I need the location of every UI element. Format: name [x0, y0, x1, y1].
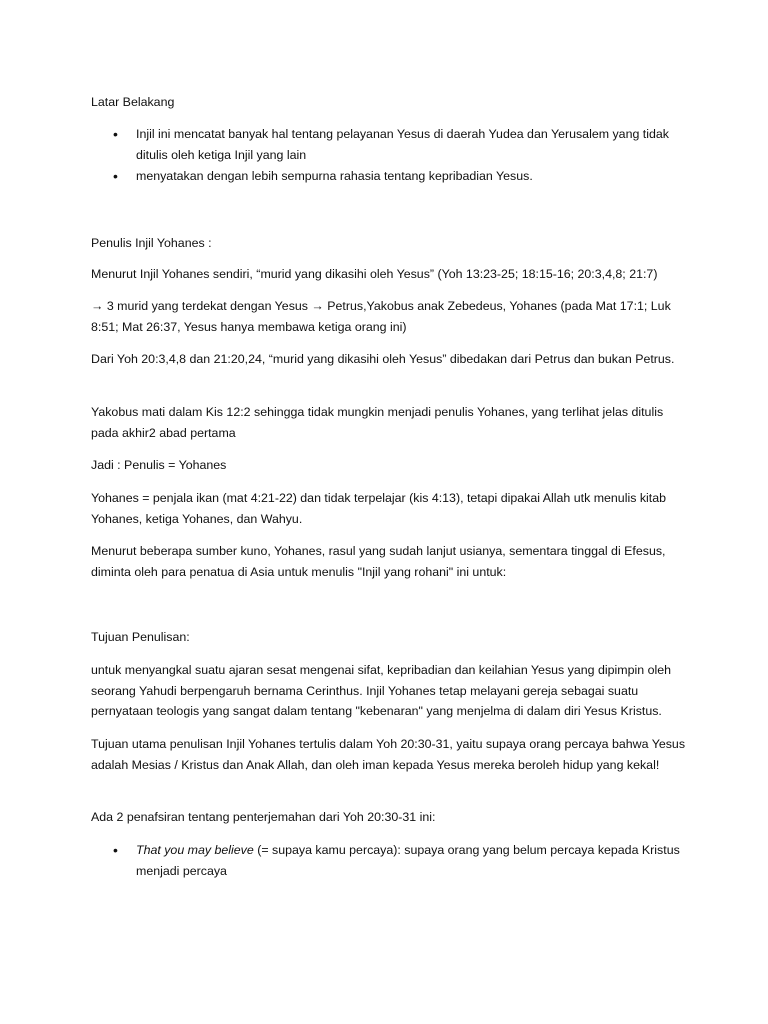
paragraph: Yakobus mati dalam Kis 12:2 sehingga tidak mungkin menjadi penulis Yohanes, yang terlihat jelas ditulis pada akhir2 abad pertama — [91, 405, 664, 440]
paragraph: → 3 murid yang terdekat dengan Yesus → Petrus,Yakobus anak Zebedeus, Yohanes (pada Mat 17:1; Luk 8:51; Mat 26:37, Yesus hanya membawa ketiga orang ini) — [91, 299, 671, 334]
paragraph: Menurut Injil Yohanes sendiri, “murid yang dikasihi oleh Yesus” (Yoh 13:23-25; 18:15-16; 20:3,4,8; 21:7) — [91, 267, 658, 281]
tujuan-bullet-list — [91, 840, 691, 881]
heading-penulis: Penulis Injil Yohanes : — [91, 236, 212, 250]
paragraph: untuk menyangkal suatu ajaran sesat mengenai sifat, kepribadian dan keilahian Yesus yang dipimpin oleh seorang Yahudi berpengaruh bernama Cerinthus. Injil Yohanes tetap melayani gereja sebagai suatu pernyataan teologis yang sangat dalam tentang "kebenaran" yang menjelma di dalam diri Yesus Kristus. — [91, 663, 671, 718]
paragraph: Tujuan utama penulisan Injil Yohanes tertulis dalam Yoh 20:30-31, yaitu supaya orang percaya bahwa Yesus adalah Mesias / Kristus dan Anak Allah, dan oleh iman kepada Yesus mereka beroleh hidup yang kekal! — [91, 737, 686, 772]
paragraph: Yohanes = penjala ikan (mat 4:21-22) dan tidak terpelajar (kis 4:13), tetapi dipakai Allah utk menulis kitab Yohanes, ketiga Yohanes, dan Wahyu. — [91, 491, 667, 526]
paragraph: Jadi : Penulis = Yohanes — [91, 458, 227, 472]
paragraph: Dari Yoh 20:3,4,8 dan 21:20,24, “murid yang dikasihi oleh Yesus” dibedakan dari Petrus dan bukan Petrus. — [91, 352, 675, 366]
list-item — [91, 840, 691, 881]
list-item: • Injil ini mencatat banyak hal tentang pelayanan Yesus di daerah Yudea dan Yerusalem yang tidak ditulis oleh ketiga Injil yang lain — [91, 124, 691, 165]
heading-latar-belakang: Latar Belakang — [91, 95, 175, 109]
latar-bullet-list — [91, 124, 691, 187]
list-item: • menyatakan dengan lebih sempurna rahasia tentang kepribadian Yesus. — [91, 166, 691, 187]
paragraph: Menurut beberapa sumber kuno, Yohanes, rasul yang sudah lanjut usianya, sementara tinggal di Efesus, diminta oleh para penatua di Asia untuk menulis "Injil yang rohani" ini untuk: — [91, 544, 666, 579]
bullet-text: (= supaya kamu percaya): supaya orang yang belum percaya kepada Kristus menjadi percaya — [136, 843, 680, 878]
italic-phrase: That you may believe — [136, 843, 254, 857]
heading-tujuan: Tujuan Penulisan: — [91, 630, 190, 644]
paragraph: Ada 2 penafsiran tentang penterjemahan dari Yoh 20:30-31 ini: — [91, 810, 436, 824]
